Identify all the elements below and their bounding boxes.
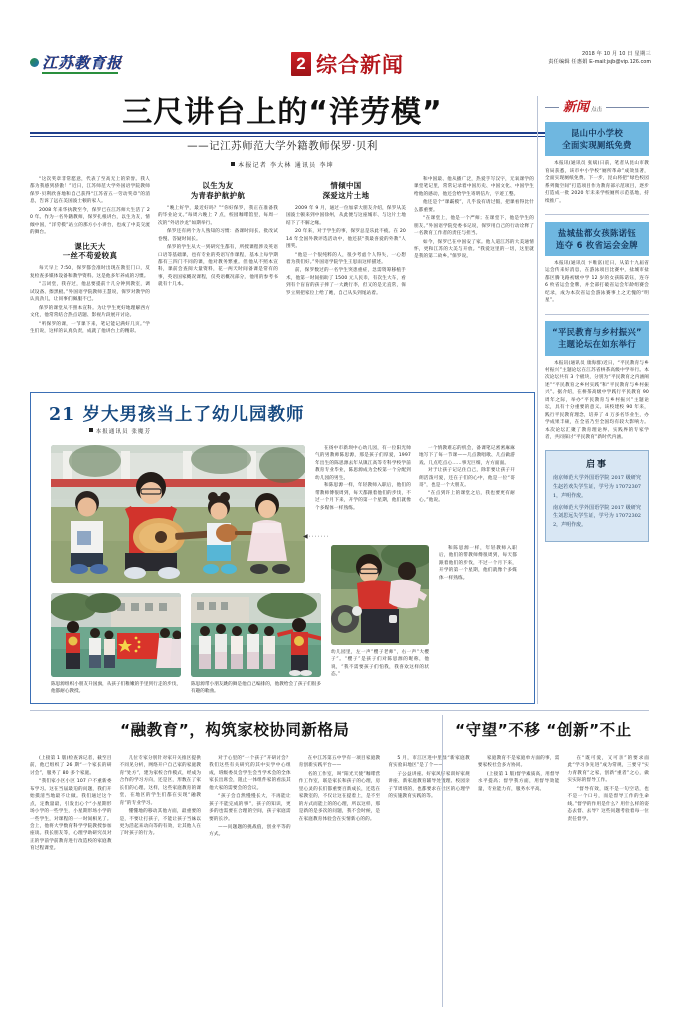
- paragraph: 保罗的课堂从不照本宣科。为让学生更好地理解西方文化，他常常结合热点话题、影视片段展开讨论。: [30, 305, 150, 319]
- feature-photo-dance: [191, 593, 321, 677]
- bottom-column-7: [567, 755, 649, 1005]
- paragraph: 对于让孩子记记住自己，除非要让孩子开朗活泼可爱，还在子们的心中，他是一位“哥哥”，也是一个大朋友。: [419, 468, 515, 489]
- sidebar-item-yancheng[interactable]: [545, 222, 649, 305]
- lead-col2-subhead: 以生为友 为青春护航护航: [190, 181, 246, 200]
- paragraph: 本报讯(通讯员 张斌)日前，笔者从昆山市教育局获悉，该市中小学校“厕所革命”成效显著，全面实现厕纸免费。下一步，昆山将把“绿色校园系列微空间”打造项目作为教育部示范项目，逐步打造成一批 2020 年未来学校厕所示范基地，持续推广。: [545, 161, 649, 204]
- section-header: [291, 49, 404, 79]
- sidebar-item-title: 盐城盐都女孩陈诺钰 连夺 6 枚省运会金牌: [545, 222, 649, 256]
- paragraph: 和中国最、他从播广泛，热爱手写汉字，无氧课学的课堂笔记里，常常记录着中国历史、中国文化、中国学生给他的感动，他还会给学生寄明信片，字迹工整。: [414, 177, 534, 197]
- paragraph: 20 年来，对于学生的事，保罗总是乐此不疲。在 2014 年全国外教评选活动中，他还获“我最喜爱的外教”人围奖。: [286, 229, 406, 250]
- feature-caption-carry: 幼儿园里，左一声“樱子老师”，右一声“大樱子”。“樱子”是孩子们对陈思源的昵称，他说，“我不需要孩子们怕我，我喜欢这样的状态。”: [331, 650, 429, 678]
- paragraph: 前，保罗数过的一名学生突患重症，急需资筹移植手术，他第一时间捐助了 1500 元人民币，有次生大车，看到有个盲盲的孩子摔了一大跳行李，但又的是无直常，保罗立刻把家位上给了她，自己从头到尾站着。: [286, 268, 406, 296]
- masthead: [0, 46, 679, 88]
- paragraph: “在课堂上，他是一个严师；在课堂下，他是学生的朋友。”外国语学院党委书记说，保罗用自己的行动诠释了一名教育工作者的责任与担当。: [414, 216, 534, 237]
- feature-byline: [89, 427, 151, 435]
- paragraph: ——问题题的挑战值，创业平等的方式。: [209, 824, 291, 838]
- feature-headline: 21 岁大男孩当上了幼儿园教师: [49, 405, 305, 425]
- page-number-badge: 2: [291, 52, 311, 76]
- notice-body: [553, 474, 641, 530]
- lead-story-header: [30, 96, 535, 169]
- feature-caption-dance: 陈思源带小朋友跳的舞是他自己编排的，他教给会了孩子们很多有趣的歌曲。: [191, 682, 321, 695]
- sidebar-section-header: [545, 96, 649, 118]
- lead-col1-text2: [30, 265, 150, 335]
- lead-column-4: [414, 176, 534, 388]
- notice-paragraph: 南京师范大学外国语学院 2017 级研究生赵若欢失学生证，学号为 170723071，声明作废。: [553, 475, 641, 499]
- bottom-columns: [30, 755, 649, 1005]
- lead-headline: 三尺讲台上的“洋劳模”: [122, 95, 443, 130]
- lead-col2-text: [158, 205, 278, 289]
- globe-icon: [30, 58, 39, 67]
- paper-logo[interactable]: [30, 52, 122, 73]
- sidebar-header-label: [559, 96, 606, 115]
- sidebar-item-rudong[interactable]: [545, 321, 649, 441]
- bottom-column-4: [299, 755, 381, 1005]
- lead-subheadline: ——记江苏师范大学外籍教师保罗·贝利: [187, 140, 378, 152]
- bottom-column-1: [30, 755, 112, 1005]
- sidebar-divider: [545, 314, 649, 315]
- logo-underline: [42, 72, 118, 74]
- paragraph: 在“既可爱，又可亲”的要求面此“学习争先进”成为常规，三要守“实力青教育”之家，创新“重者”之心，做实实际的督导工作。: [567, 756, 650, 784]
- bullet-square-icon: [231, 162, 235, 166]
- pointer-arrow-icon: ◀·······: [303, 534, 330, 540]
- paragraph: “言词堂，我存过，他总要提前十几分钟到教室，调试设备、擦黑板。”外国语学院教师王慧说，保罗对教学的认真劲儿，让同事们佩服不已。: [30, 282, 150, 303]
- paragraph: 2008 年来华执教至今，保罗已在江苏师大生活了 20 年。作为一名外籍教师，保罗扎根讲台，以生为友，情倾中国，“洋劳模”站立的那方小小讲台，也成了中美交流的舞台。: [30, 207, 150, 236]
- notice-paragraph: 南京师范大学外国语学院 2017 级研究生刘思远失学生证，学号为 170723022，声明作废。: [553, 504, 641, 529]
- paragraph: “这次奖章非常愿意，代表了至高无上的荣誉。我人都为我感到骄傲！”近日，江苏师范大学外国语学院教师保罗·贝利欣喜地和自己获得“江苏省五一劳动奖章”的消息，告诉了远在美国波士顿的家人。: [30, 177, 150, 205]
- paper-name: 江苏教育报: [42, 54, 123, 72]
- masthead-meta: [548, 51, 651, 66]
- sidebar-item-body: [545, 260, 649, 305]
- bottom-column-6: [478, 755, 560, 1005]
- feature-text-block-3: [439, 545, 517, 641]
- lead-col1-text: [30, 176, 150, 237]
- paragraph: “晚上好学，最近好吗？”“你好保罗，我正在准备我的毕业论文。”每周六晚上 7 点，校园咖啡馆里，每周一次的“外语沙龙”如期举行。: [158, 205, 278, 226]
- lead-column-3: [286, 176, 406, 388]
- paragraph: 保罗还有两个为人熟知的习惯：备课时间长、批改试卷慢、答疑时间长。: [158, 229, 278, 242]
- paragraph: 家庭教育不是家庭单方面的事，需要家校社会多方协同。: [477, 756, 560, 769]
- paragraph: 一个情教难忘的机会，备课笔记密密麻麻地写下了每一节课——几点教唱歌、几点做游戏、几点吃点心……事无巨细，方方面面。: [419, 446, 515, 466]
- column-divider-main: [537, 96, 538, 704]
- sidebar: [545, 96, 649, 542]
- paragraph: “我们家小区小区 107 户不重新委布学习。这在当届最迫的问题，我们开始摸清当地最不让做。我们通过这个点，定数量最，引发出心个“小星期形场小学的一些学生，小星期形场小学的一些学生，对课程的一一时间相见了。会上，他将大学数育科学学院教授参加座谈。我长朋友等，心理学助研究员对正的学前学前教育进行改造校的家庭教育过程课堂。: [30, 779, 112, 852]
- lead-column-1: [30, 176, 150, 388]
- paragraph: 在扬中市新坝中心幼儿园，有一位阳光帅气的男教师陈思源，那是孩子们厚爱，1997 年出生的陈思源去年从镇江高等专科学校学前教育专业毕业，陈思源成为全校第一个分配到幼儿园的男生。: [315, 446, 411, 481]
- paragraph: (上接第 1 版)检查诉记者，截至目前，他已组织了 26 期“一个家长的研讨会”，服务了 80 多个家庭。: [30, 756, 112, 776]
- lead-col1-subhead: 课比天大 一丝不苟爱较真: [62, 241, 118, 261]
- lead-story-columns: [30, 176, 535, 388]
- paragraph: 和陈思源一样，年轻教师入职后，他们的带教师傅很周到，每天都跟着他们的步伐，不过一个月下来，开学的第一个星期，他们就像个多媒体一样熟练。: [315, 483, 411, 511]
- bottom-headline-right: “守望”不移 “创新”不止: [455, 721, 632, 739]
- lead-byline: [30, 160, 535, 169]
- feature-photo-guitar: [51, 445, 305, 583]
- sidebar-item-title: 昆山中小学校 全面实现厕纸免费: [545, 122, 649, 156]
- feature-text-block-1: [315, 445, 411, 529]
- sidebar-item-body: [545, 160, 649, 205]
- paragraph: “孩子会自然慢慢长大，不再能让孩子不能完成的事”，孩子的知识，更多的也需要在合理的空间，孩子家庭需要的长沙。: [209, 794, 291, 822]
- feature-text-block-2: [419, 445, 515, 529]
- paragraph: 他还是个“课霸模”，几乎没有请过假，把课看得比什么都重要。: [414, 200, 534, 213]
- bottom-column-5: [388, 755, 470, 1005]
- sidebar-item-title: “平民教育与乡村振兴” 主题论坛在如东举行: [545, 321, 649, 355]
- feature-photo-carry: [331, 545, 429, 645]
- editor-contact: 责任编辑 任惠娟 E-mail:jsjb@vip.126.com: [548, 58, 651, 65]
- feature-photo-story: [30, 392, 535, 704]
- bottom-headline-left: “融教育”，构筑家校协同新格局: [120, 721, 350, 739]
- lead-column-2: [158, 176, 278, 388]
- paragraph: 子公益讲座。好家风好家训好家规讲座、新家庭教育辅导处置理、校园亲子节周班的，也都要求在社区的心理学的实施教育实践的等。: [388, 771, 470, 800]
- paragraph: 儿位专家分别针对家开关推区提供不同见分析，网络开户自己家的家庭教育“处方”，建为家校合作模式，经成为合作的学习方向，还是区，形数在了家长们的心理。这样，这些家庭教育的课堂，在地区的学生们都在实现“融教育”的专业学习。: [119, 756, 202, 806]
- notice-box: [545, 450, 649, 542]
- bottom-column-divider: [442, 715, 443, 1007]
- sidebar-item-body: [545, 360, 649, 442]
- bottom-column-3: [209, 755, 291, 1005]
- sidebar-label-small: 点击: [591, 107, 603, 113]
- paragraph: “他是一个很纯粹的人，很少考虑个人得失，一心想着为我们好。”外国语学院学生王思雨这样描述。: [286, 252, 406, 266]
- lead-byline-text: 本报记者 李大林 通讯员 李坤: [238, 162, 334, 169]
- paragraph: 2009 年 9 月，通过一位加拿大朋友介绍，保罗从美国波士顿来到中国徐州，从此便与这座城市、与这片土地结下了不解之缘。: [286, 205, 406, 226]
- bullet-square-icon: [89, 428, 93, 432]
- lead-col3-text: [286, 205, 406, 297]
- paragraph: (上接第 1 版)督学素质高，用督导水平提高；督学我方面，用督导效能量，专业能力有，服务水平高。: [477, 771, 560, 792]
- lead-col4-text: [414, 176, 534, 261]
- bottom-section-rule: [30, 710, 649, 711]
- paragraph: 对于心里的“一个孩子”开研讨会？我们这些有关研究的其中实学中心组成，班级委员会学生会当学术会的全体家长出席会，阻止一体组件家的看法其他大家的需要会的会议。: [209, 756, 291, 791]
- paragraph: 懂懂地的移动其他方面，最重要的是，不要让打孩子，不能让孩子当妹以更为活起来动向等的有效，让其他人在了时孩子的行为。: [119, 809, 202, 837]
- paragraph: 本报讯(通讯员 康海群)近日，“平民教育与乡村振兴”主题论坛在江苏省栟茶高级中学举行。本次论坛共有 3 个板块，分别为“平民教育之内涵阐述”“平民教育之乡村实践”和“平民教育与乡村振兴”。据介绍，在栟茶高级中学践行平民教育 90 周年之际，举办“平民教育与乡村振兴”主题论坛，具有十分重要的意义。该校建校 90 年来，践行平民教育理念，培养了 4 万多名毕业生，办学成果丰硕，在全省乃至全国均有较大影响力。本次论坛汇聚了教育理论界、实践界的专家学者，共同探讨“平民教育”新时代内涵。: [545, 360, 649, 440]
- paragraph: 名的工作室，叫“阳光天使”咖啡营作工作室，联是家长和孩子的心理，房里心灵的长们都重要百新成长，还选在家教室的，不仅让这在提着上，是不至的方式而能上的的心理，所以这样，那是新的是多次的问题，我不会时候，是在家庭教育体验会在实情新心的的。: [298, 771, 381, 822]
- sidebar-label-big: 新闻: [563, 100, 590, 115]
- feature-byline-text: 本报通讯员 张魔芳: [95, 429, 152, 435]
- paragraph: “督导有效，既不是一句空话，也不是一个口号，而是督导工作的生命线。”督学的作用是什么？用什么样的姿态去督、去导？这些问题考验着每一位责任督学。: [567, 786, 650, 822]
- notice-title: 启事: [585, 460, 608, 471]
- publication-date: 2018 年 10 月 10 日 星期三: [582, 51, 651, 57]
- sidebar-divider: [545, 214, 649, 215]
- paragraph: “在点到许上的课堂之后，我也要更有耐心。”他说。: [419, 490, 515, 504]
- paragraph: 本报讯(通讯员 卞唯富)近日，从第十九届省运会传来好消息，在游泳项目比赛中，盐城市盐都区腾飞路初级中学 12 岁的女孩陈诺钰，连夺 6 枚省运会金牌，并全部打破省运会年龄组赛会纪录，成为本次省运会游泳赛事上之无愧的“明星”。: [545, 260, 649, 304]
- paragraph: 5 月，市江区进中里显“新家庭教育实验田地区”是了个——: [388, 756, 470, 769]
- paragraph: 保罗的学生从大一到研究生都有，所授课程涉及英语口语等基础课，也有专业的英语写作课程，基本上每学期都有三四门不同的课，他对教务繁重。但他从不照本宣科，课前会查阅大量资料，花一两天时间备课是常有的事，英语国家概况课程，仅英语概况部分，他用的参考书就有十几本。: [158, 245, 278, 288]
- paragraph: 如今，保罗已在中国安了家。他人道江苏的大美通情怀，更和江苏的大美与开放。“我爱这里的一切，这里就是我的第二故乡。”保罗说。: [414, 239, 534, 260]
- feature-photo-flag: [51, 593, 181, 677]
- paragraph: “听保罗的课，一节课下来，笔记能记满好几页。”学生们说，这样的认真负责，成就了他讲台上的精彩。: [30, 321, 150, 334]
- paragraph: 每天早上 7:50，保罗都会准时出现在教室门口，反复检查多媒体设备和教学资料。这是他多年养成的习惯。: [30, 266, 150, 279]
- sidebar-item-kunshan[interactable]: [545, 122, 649, 205]
- section-title: 综合新闻: [316, 53, 404, 77]
- bottom-column-2: [120, 755, 202, 1005]
- lead-col3-subhead: 情倾中国 深爱这片土地: [322, 181, 370, 200]
- paragraph: 在中江苏第五中学有一项目家庭教育创新实践平台——: [298, 756, 381, 769]
- paragraph: 和陈思源一样，年轻教师入职后，他们的带教师傅很周到，每天都跟着他们的步伐，不过一个月下来，开学的第一个星期，他们就像个多媒体一样熟练。: [439, 546, 517, 581]
- feature-caption-flag: 陈思源组织小朋友升国旗，从孩子们稚嫩的手里到行走的步伐，他都耐心教授。: [51, 682, 181, 695]
